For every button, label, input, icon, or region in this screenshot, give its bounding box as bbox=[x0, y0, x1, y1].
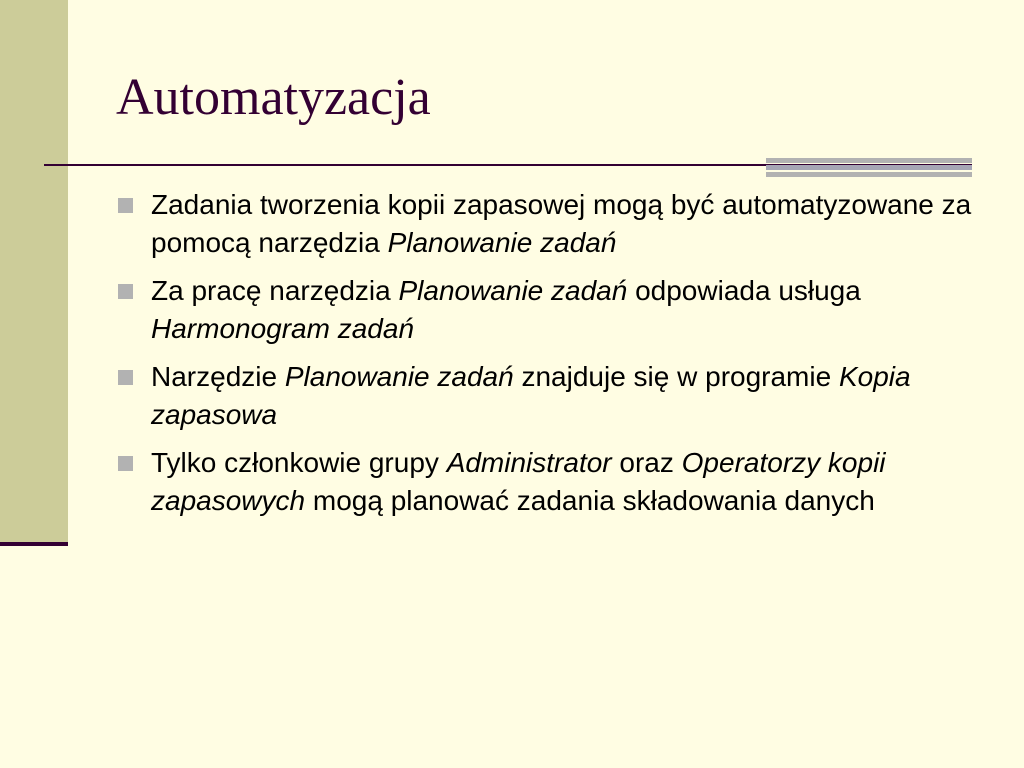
bullet-italic-term: Administrator bbox=[446, 447, 612, 478]
bullet-italic-term: Planowanie zadań bbox=[387, 227, 617, 258]
square-bullet-icon bbox=[118, 284, 133, 299]
bullet-item bbox=[116, 272, 976, 348]
accent-stripe bbox=[766, 158, 972, 163]
slide-title: Automatyzacja bbox=[116, 69, 431, 126]
bullet-text-segment: Za pracę narzędzia bbox=[151, 275, 399, 306]
bullet-item bbox=[116, 444, 976, 520]
bullet-list bbox=[116, 186, 976, 530]
bullet-italic-term: Harmonogram zadań bbox=[151, 313, 415, 344]
bullet-text-segment: mogą planować zadania składowania danych bbox=[305, 485, 875, 516]
bullet-italic-term: Planowanie zadań bbox=[284, 361, 514, 392]
bullet-text-segment: Zadania tworzenia kopii zapasowej mogą być automatyzowane za pomocą narzędzia bbox=[151, 189, 972, 258]
accent-stripe bbox=[766, 172, 972, 177]
left-decorative-band bbox=[0, 0, 68, 545]
bullet-text-segment: Narzędzie bbox=[151, 361, 285, 392]
square-bullet-icon bbox=[118, 370, 133, 385]
bullet-text-segment: odpowiada usługa bbox=[627, 275, 861, 306]
bullet-italic-term: Planowanie zadań bbox=[398, 275, 628, 306]
bullet-text-segment: znajduje się w programie bbox=[513, 361, 839, 392]
bullet-text-segment: Tylko członkowie grupy bbox=[151, 447, 447, 478]
bullet-italic-term: Kopia zapasowa bbox=[151, 361, 911, 430]
bullet-text-segment: oraz bbox=[611, 447, 682, 478]
accent-stripe bbox=[766, 165, 972, 170]
square-bullet-icon bbox=[118, 198, 133, 213]
bullet-item bbox=[116, 186, 976, 262]
title-accent-stripes bbox=[766, 158, 972, 178]
left-band-divider bbox=[0, 542, 68, 546]
bullet-item bbox=[116, 358, 976, 434]
square-bullet-icon bbox=[118, 456, 133, 471]
bullet-italic-term: Operatorzy kopii zapasowych bbox=[151, 447, 886, 516]
